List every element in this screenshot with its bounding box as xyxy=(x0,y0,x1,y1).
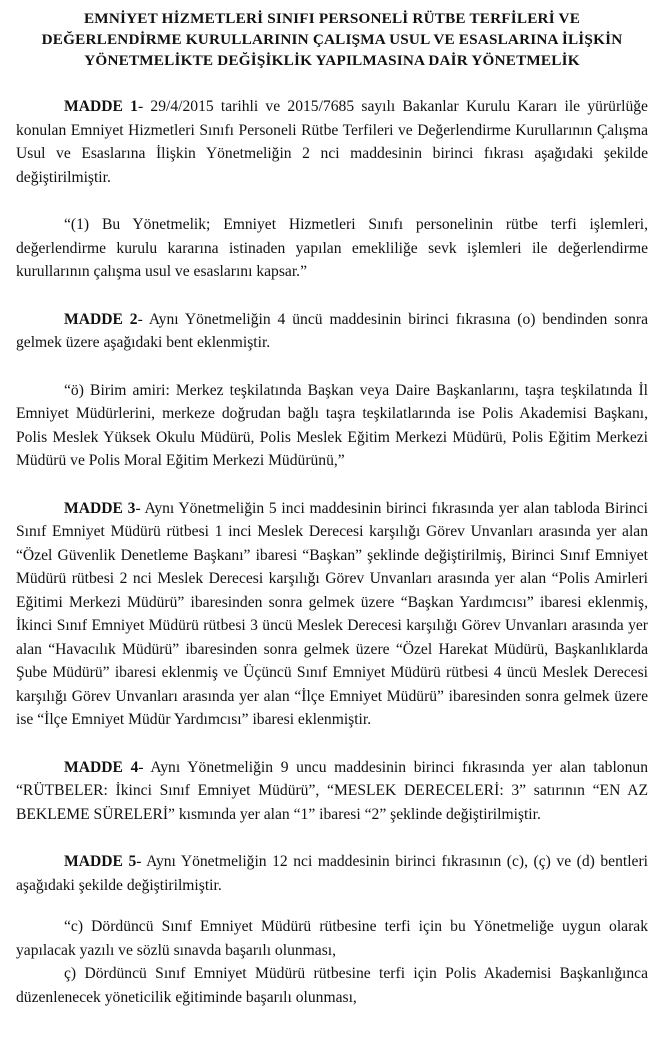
article-1-text: - 29/4/2015 tarihli ve 2015/7685 sayılı Bakanlar Kurulu Kararı ile yürürlüğe konulan Emniyet Hizmetleri Sınıfı Personeli Rütbe Terfileri ve Değerlendirme Kurullarının Çalışma Usul ve Esaslarına İlişkin Yönetmeliğin 2 nci maddesinin birinci fıkrası aşağıdaki şekilde değiştirilmiştir. xyxy=(16,98,648,186)
article-5-label: MADDE 5 xyxy=(64,853,137,870)
article-3 xyxy=(16,497,648,732)
article-2 xyxy=(16,308,648,355)
title-line-1: EMNİYET HİZMETLERİ SINIFI PERSONELİ RÜTBE TERFİLERİ VE xyxy=(83,10,581,27)
article-2-quote: “ö) Birim amiri: Merkez teşkilatında Başkan veya Daire Başkanlarını, taşra teşkilatında İl Emniyet Müdürlerini, merkeze doğrudan bağlı taşra teşkilatlarında ise Polis Akademisi Başkanı, Polis Meslek Yüksek Okulu Müdürü, Polis Meslek Eğitim Merkezi Müdürü, Polis Eğitim Merkezi Müdürü ve Polis Moral Eğitim Merkezi Müdürünü,” xyxy=(16,381,648,469)
title-line-3: YÖNETMELİKTE DEĞİŞİKLİK YAPILMASINA DAİR YÖNETMELİK xyxy=(84,52,580,69)
article-5 xyxy=(16,850,648,897)
article-3-label: MADDE 3 xyxy=(64,499,136,517)
article-4-text: - Aynı Yönetmeliğin 9 uncu maddesinin birinci fıkrasında yer alan tablonun “RÜTBELER: İkinci Sınıf Emniyet Müdürü”, “MESLEK DERECELERİ: 3” satırının “EN AZ BEKLEME SÜRELERİ” kısmında yer alan “1” ibaresi “2” şeklinde değiştirilmiştir. xyxy=(16,758,648,823)
article-5-item-cc: ç) Dördüncü Sınıf Emniyet Müdürü rütbesine terfi için Polis Akademisi Başkanlığınca düzenlenecek yöneticilik eğitiminde başarılı olunması, xyxy=(16,965,648,1006)
article-4-label: MADDE 4 xyxy=(64,758,139,776)
article-2-label: MADDE 2 xyxy=(64,310,138,328)
article-1 xyxy=(16,95,648,189)
title-line-2: DEĞERLENDİRME KURULLARININ ÇALIŞMA USUL VE ESASLARINA İLİŞKİN xyxy=(41,31,623,48)
document-title xyxy=(16,8,648,71)
article-1-quote: “(1) Bu Yönetmelik; Emniyet Hizmetleri Sınıfı personelinin rütbe terfi işlemleri, değerlendirme kurulu kararına istinaden yapılan emekliliğe sevk işlemleri ile değerlendirme kurullarının çalışma usul ve esaslarını kapsar.” xyxy=(16,216,648,280)
article-1-label: MADDE 1 xyxy=(64,98,138,115)
article-3-text: - Aynı Yönetmeliğin 5 inci maddesinin birinci fıkrasında yer alan tabloda Birinci Sınıf Emniyet Müdürü rütbesi 1 inci Meslek Derecesi karşılığı Görev Unvanları arasında yer alan “Özel Güvenlik Denetleme Başkanı” ibaresi “Başkan” şeklinde değiştirilmiş, Birinci Sınıf Emniyet Müdürü rütbesi 2 nci Meslek Derecesi karşılığı Görev Unvanları arasında yer alan “Polis Amirleri Eğitimi Merkezi Müdürü” ibaresinden sonra gelmek üzere “Başkan Yardımcısı” ibaresi eklenmiş, İkinci Sınıf Emniyet Müdürü rütbesi 3 üncü Meslek Derecesi karşılığı Görev Unvanları arasında yer alan “Havacılık Müdürü” ibaresinden sonra gelmek üzere “Özel Harekat Müdürü, Başkanlıklarda Şube Müdürü” ibaresi eklenmiş ve Üçüncü Sınıf Emniyet Müdürü rütbesi 4 üncü Meslek Derecesi karşılığı Görev Unvanları arasında yer alan “İlçe Emniyet Müdürü” ibaresinden sonra gelmek üzere ise “İlçe Emniyet Müdür Yardımcısı” ibaresi eklenmiştir. xyxy=(16,499,648,728)
article-5-text: - Aynı Yönetmeliğin 12 nci maddesinin birinci fıkrasının (c), (ç) ve (d) bentleri aşağıdaki şekilde değiştirilmiştir. xyxy=(16,853,648,894)
article-2-text: - Aynı Yönetmeliğin 4 üncü maddesinin birinci fıkrasına (o) bendinden sonra gelmek üzere aşağıdaki bent eklenmiştir. xyxy=(16,310,649,351)
article-5-item-c: “c) Dördüncü Sınıf Emniyet Müdürü rütbesine terfi için bu Yönetmeliğe uygun olarak yapılacak yazılı ve sözlü sınavda başarılı olunması, xyxy=(16,918,648,959)
article-4 xyxy=(16,756,648,827)
